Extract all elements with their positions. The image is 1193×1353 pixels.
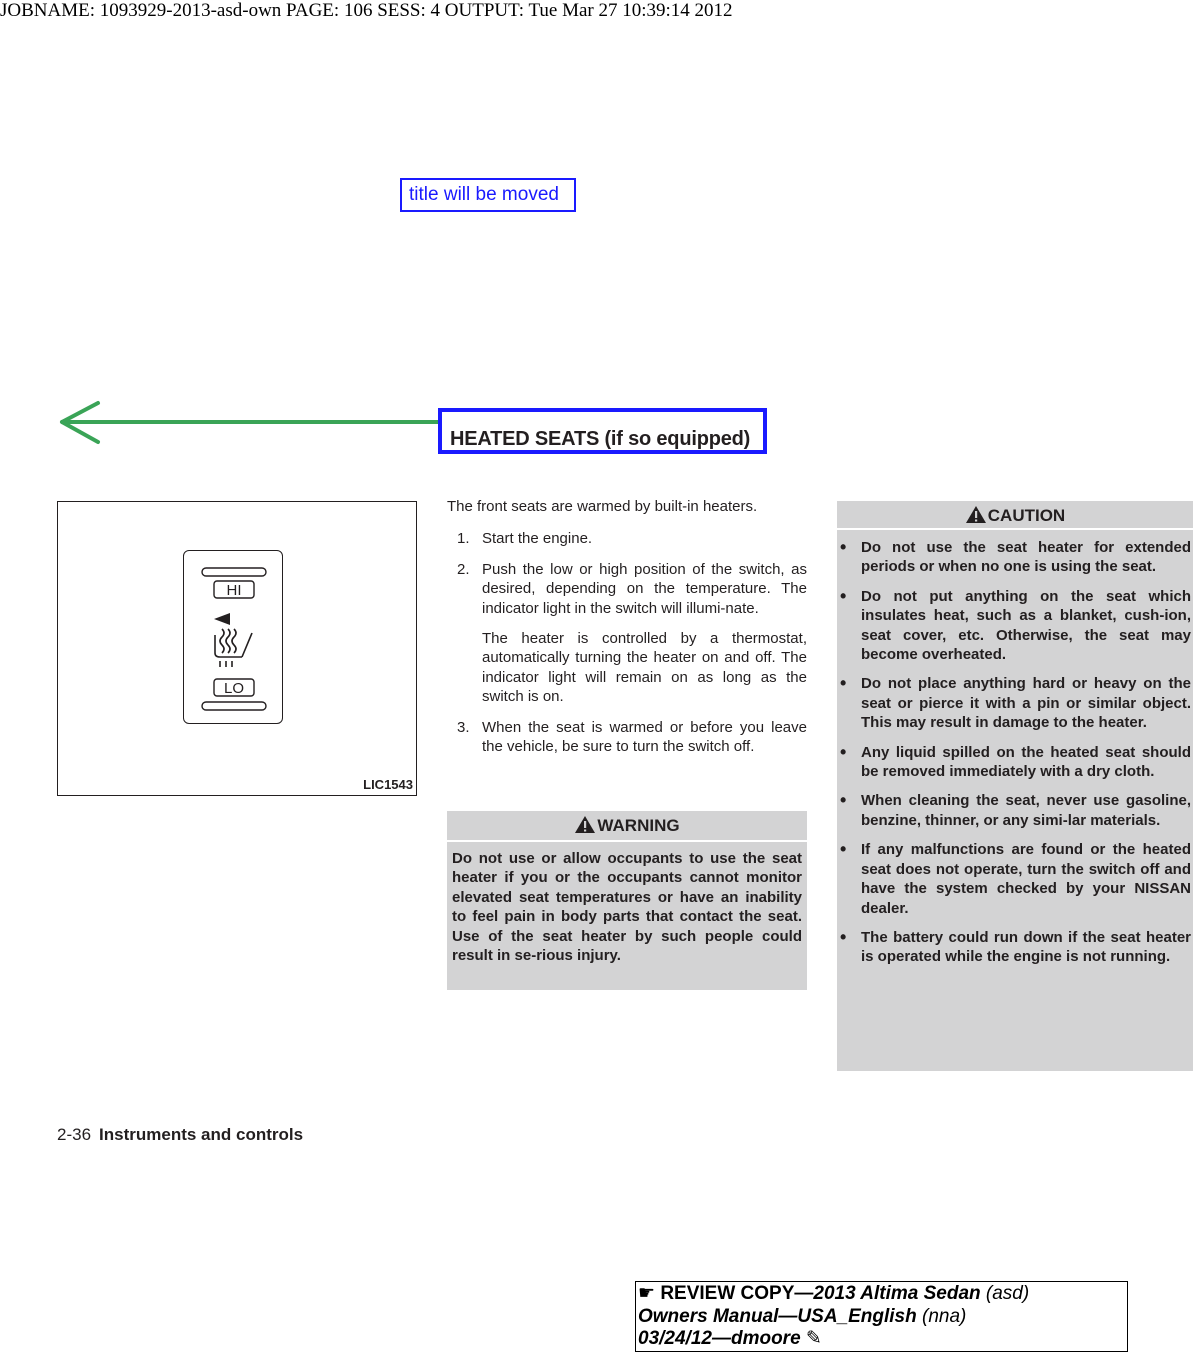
caution-item: • Do not place anything hard or heavy on the seat or pierce it with a pin or similar object. This may result in damage to the heater. xyxy=(837,674,1191,732)
step-text: When the seat is warmed or before you leave the vehicle, be sure to turn the switch off. xyxy=(482,718,807,756)
section-title: HEATED SEATS (if so equipped) xyxy=(450,428,751,450)
warning-title: WARNING xyxy=(597,816,680,835)
caution-item: • Do not put anything on the seat which insulates heat, such as a blanket, cush-ion, seat cover, etc. Otherwise, the seat may become overheated. xyxy=(837,587,1191,665)
step-item xyxy=(447,529,807,548)
caution-box xyxy=(837,501,1193,1071)
warning-header xyxy=(447,811,807,842)
step-item xyxy=(447,560,807,707)
warning-triangle-icon xyxy=(574,815,596,834)
page-number: 2-36 xyxy=(57,1125,92,1144)
heated-seat-switch-figure xyxy=(57,501,417,796)
step-subtext: The heater is controlled by a thermostat, automatically turning the heater on and off. The indicator light will remain on as long as the switch is on. xyxy=(482,630,807,706)
step-number: 3. xyxy=(457,718,470,736)
hi-label: HI xyxy=(226,582,242,599)
writing-hand-icon: ✎ xyxy=(805,1328,822,1349)
review-label: REVIEW COPY— xyxy=(660,1283,814,1304)
lo-label: LO xyxy=(223,680,245,697)
section-title-box xyxy=(438,408,767,454)
pointing-hand-icon: ☛ xyxy=(638,1283,656,1304)
caution-list xyxy=(837,530,1193,967)
seat-heater-switch xyxy=(183,550,283,724)
instructions-column xyxy=(447,497,807,767)
step-text: Start the engine. xyxy=(482,530,593,548)
caution-item: • When cleaning the seat, never use gasoline, benzine, thinner, or any simi-lar materials. xyxy=(837,791,1191,830)
figure-code: LIC1543 xyxy=(363,777,413,792)
indicator-arrow-icon xyxy=(214,613,230,625)
page-footer xyxy=(57,1125,303,1145)
review-model-code: (asd) xyxy=(985,1283,1030,1304)
caution-item: • The battery could run down if the seat heater is operated while the engine is not running. xyxy=(837,928,1191,967)
step-item xyxy=(447,718,807,757)
heated-seat-icon xyxy=(215,629,252,667)
green-left-arrow xyxy=(58,400,442,446)
caution-item: • If any malfunctions are found or the heated seat does not operate, turn the switch off and have the system checked by your NISSAN dealer. xyxy=(837,840,1191,918)
title-move-note: title will be moved xyxy=(400,178,576,212)
step-number: 1. xyxy=(457,530,470,548)
review-manual-code: (nna) xyxy=(922,1305,967,1327)
review-date-user: 03/24/12—dmoore xyxy=(638,1328,801,1349)
step-text: Push the low or high position of the switch, as desired, depending on the temperature. The indicator light in the switch will illumi-nate. xyxy=(482,560,807,617)
caution-header xyxy=(837,501,1193,530)
review-copy-stamp xyxy=(635,1281,1128,1352)
review-manual: Owners Manual—USA_English xyxy=(638,1305,917,1327)
switch-drawing xyxy=(184,551,284,725)
warning-text: Do not use or allow occupants to use the seat heater if you or the occupants cannot monitor elevated seat temperatures or have an inability to feel pain in body parts that contact the seat. Use of the seat heater by such people could result in se-rious injury. xyxy=(452,850,802,965)
caution-title: CAUTION xyxy=(987,506,1066,525)
step-number: 2. xyxy=(457,560,470,578)
caution-triangle-icon xyxy=(965,505,987,524)
review-model: 2013 Altima Sedan xyxy=(813,1283,981,1304)
steps-list xyxy=(447,529,807,756)
footer-section: Instruments and controls xyxy=(99,1125,304,1144)
warning-box xyxy=(447,811,807,990)
caution-item: • Do not use the seat heater for extended periods or when no one is using the seat. xyxy=(837,538,1191,577)
caution-item: • Any liquid spilled on the heated seat should be removed immediately with a dry cloth. xyxy=(837,743,1191,782)
intro-text: The front seats are warmed by built-in heaters. xyxy=(447,498,758,515)
job-header-line: JOBNAME: 1093929-2013-asd-own PAGE: 106 SESS: 4 OUTPUT: Tue Mar 27 10:39:14 2012 xyxy=(0,0,733,21)
